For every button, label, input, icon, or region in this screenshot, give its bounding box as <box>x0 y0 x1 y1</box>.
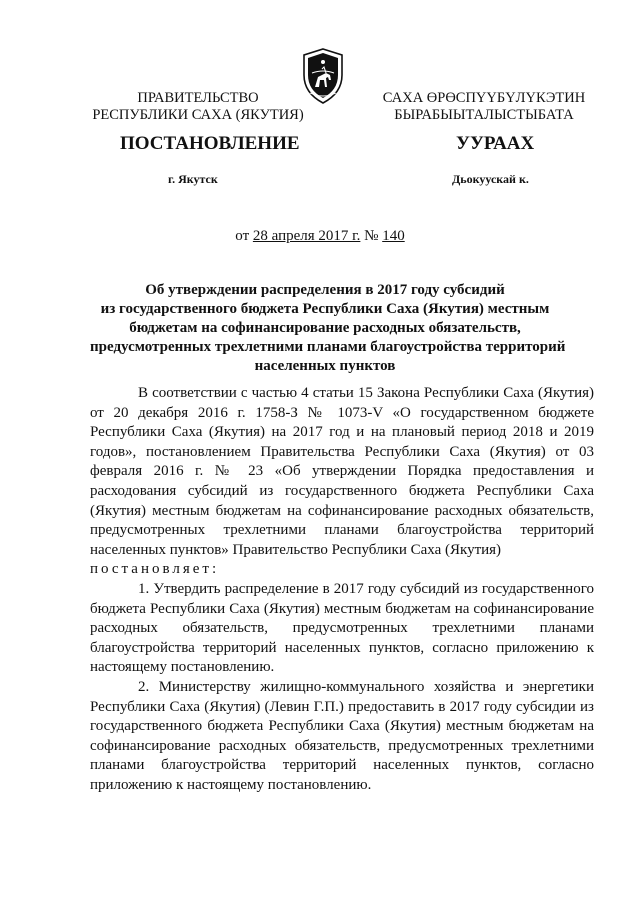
document-body <box>90 384 594 795</box>
issuer-line: РЕСПУБЛИКИ САХА (ЯКУТИЯ) <box>92 107 304 123</box>
subject-line: Об утверждении распределения в 2017 году субсидий <box>145 282 505 298</box>
document-date: 28 апреля 2017 г. <box>252 228 361 244</box>
clause-2: 2. Министерству жилищно-коммунального хозяйства и энергетики Республики Саха (Якутия) (Левин Г.П.) предоставить в 2017 году субсидии из государственного бюджета Республики Саха (Якутия) местным бюджетам на софинансирование расходных обязательств, предусмотренных трехлетними планами благоустройства территорий населенных пунктов, согласно приложению к настоящему постановлению. <box>90 678 594 793</box>
issuer-header-russian <box>88 90 308 124</box>
issuer-line: БЫРАБЫЫТАЛЫСТЫБАТА <box>394 107 574 123</box>
document-number: 140 <box>382 228 405 244</box>
subject-line: бюджетам на софинансирование расходных обязательств, <box>129 320 521 336</box>
coat-of-arms-icon <box>300 47 346 105</box>
city-sakha: Дьокуускай к. <box>452 172 529 186</box>
preamble-paragraph: В соответствии с частью 4 статьи 15 Закона Республики Саха (Якутия) от 20 декабря 2016 г. 1758-З № 1073-V «О государственном бюджете Республики Саха (Якутия) на 2017 год и на плановый период 2018 и 2019 годов», постановлением Правительства Республики Саха (Якутия) от 03 февраля 2016 г. № 23 «Об утверждении Порядка предоставления и расходования субсидий из государственного бюджета Республики Саха (Якутия) местным бюджетам на софинансирование расходных обязательств, предусмотренных трехлетними планами благоустройства территорий населенных пунктов» Правительство Республики Саха (Якутия) <box>90 385 594 558</box>
document-subject <box>90 281 566 376</box>
document-type-russian: ПОСТАНОВЛЕНИЕ <box>120 133 300 154</box>
issuer-line: ПРАВИТЕЛЬСТВО <box>137 90 259 106</box>
subject-line: населенных пунктов <box>254 358 396 374</box>
document-type-sakha: УУРААХ <box>456 133 535 154</box>
issuer-header-sakha <box>374 90 594 124</box>
resolves-word: постановляет: <box>90 561 220 578</box>
subject-line: из государственного бюджета Республики Саха (Якутия) местным <box>100 301 550 317</box>
date-prefix: от <box>235 228 250 244</box>
city-russian: г. Якутск <box>168 172 218 186</box>
date-and-number <box>0 228 640 245</box>
number-sign: № <box>364 228 379 244</box>
issuer-line: САХА ӨРӨСПҮҮБҮЛҮКЭТИН <box>382 90 586 106</box>
clause-1: 1. Утвердить распределение в 2017 году субсидий из государственного бюджета Республики Саха (Якутия) местным бюджетам на софинансирование расходных обязательств, предусмотренных трехлетними планами благоустройства территорий населенных пунктов, согласно приложению к настоящему постановлению. <box>90 580 594 676</box>
subject-line: предусмотренных трехлетними планами благоустройства территорий <box>90 339 566 355</box>
